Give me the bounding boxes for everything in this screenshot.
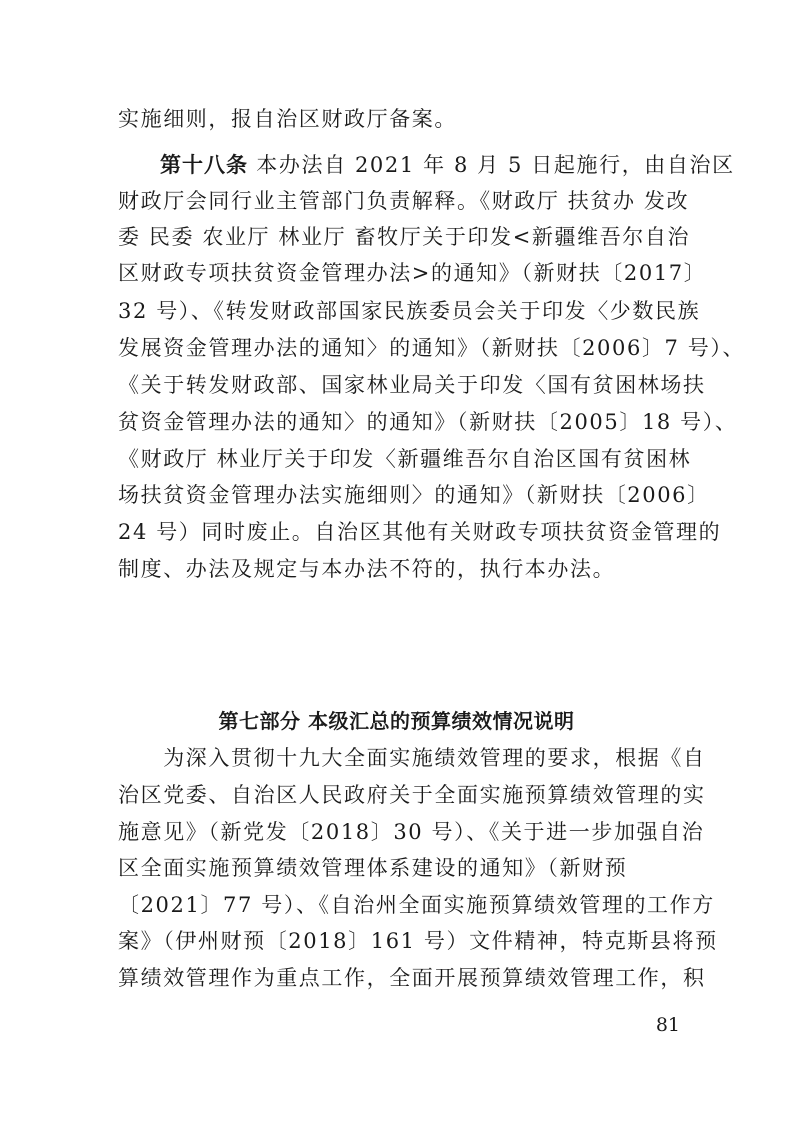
body-text-line: 发展资金管理办法的通知〉的通知》（新财扶〔2006〕7 号）、	[118, 336, 746, 360]
body-text-line: 〔2021〕77 号）、《自治州全面实施预算绩效管理的工作方	[118, 893, 715, 917]
section-heading: 第七部分 本级汇总的预算绩效情况说明	[218, 709, 575, 733]
article-18-first-line-text: 本办法自 2021 年 8 月 5 日起施行，由自治区	[248, 153, 735, 177]
body-text-line: 制度、办法及规定与本办法不符的，执行本办法。	[118, 557, 616, 581]
body-text-line: 24 号）同时废止。自治区其他有关财政专项扶贫资金管理的	[118, 520, 722, 544]
body-text-line: 《关于转发财政部、国家林业局关于印发〈国有贫困林场扶	[118, 373, 706, 397]
body-text-line: 案》（伊州财预〔2018〕161 号）文件精神，特克斯县将预	[118, 929, 718, 953]
body-text-line: 委 民委 农业厅 林业厅 畜牧厅关于印发<新疆维吾尔自治	[118, 225, 691, 249]
body-text-line: 区财政专项扶贫资金管理办法>的通知》（新财扶〔2017〕	[118, 261, 707, 285]
body-text-line: 算绩效管理作为重点工作，全面开展预算绩效管理工作，积	[118, 966, 706, 990]
body-text-line: 区全面实施预算绩效管理体系建设的通知》（新财预	[118, 856, 628, 880]
page-number: 81	[655, 1014, 680, 1036]
body-text-line: 施意见》（新党发〔2018〕30 号）、《关于进一步加强自治	[118, 820, 705, 844]
body-text-line: 治区党委、自治区人民政府关于全面实施预算绩效管理的实	[118, 783, 706, 807]
article-18-first-line	[118, 150, 735, 180]
body-text-line: 贫资金管理办法的通知〉的通知》（新财扶〔2005〕18 号）、	[118, 410, 738, 434]
body-text-line: 场扶贫资金管理办法实施细则〉的通知》（新财扶〔2006〕	[118, 483, 710, 507]
body-text-line: 《财政厅 林业厅关于印发〈新疆维吾尔自治区国有贫困林	[118, 447, 692, 471]
body-text-line: 为深入贯彻十九大全面实施绩效管理的要求，根据《自	[118, 746, 706, 770]
article-18-label: 第十八条	[160, 153, 248, 177]
body-text-line: 32 号）、《转发财政部国家民族委员会关于印发〈少数民族	[118, 299, 701, 323]
body-text-line: 财政厅会同行业主管部门负责解释。《财政厅 扶贫办 发改	[118, 189, 690, 213]
body-text-line: 实施细则，报自治区财政厅备案。	[118, 107, 457, 131]
